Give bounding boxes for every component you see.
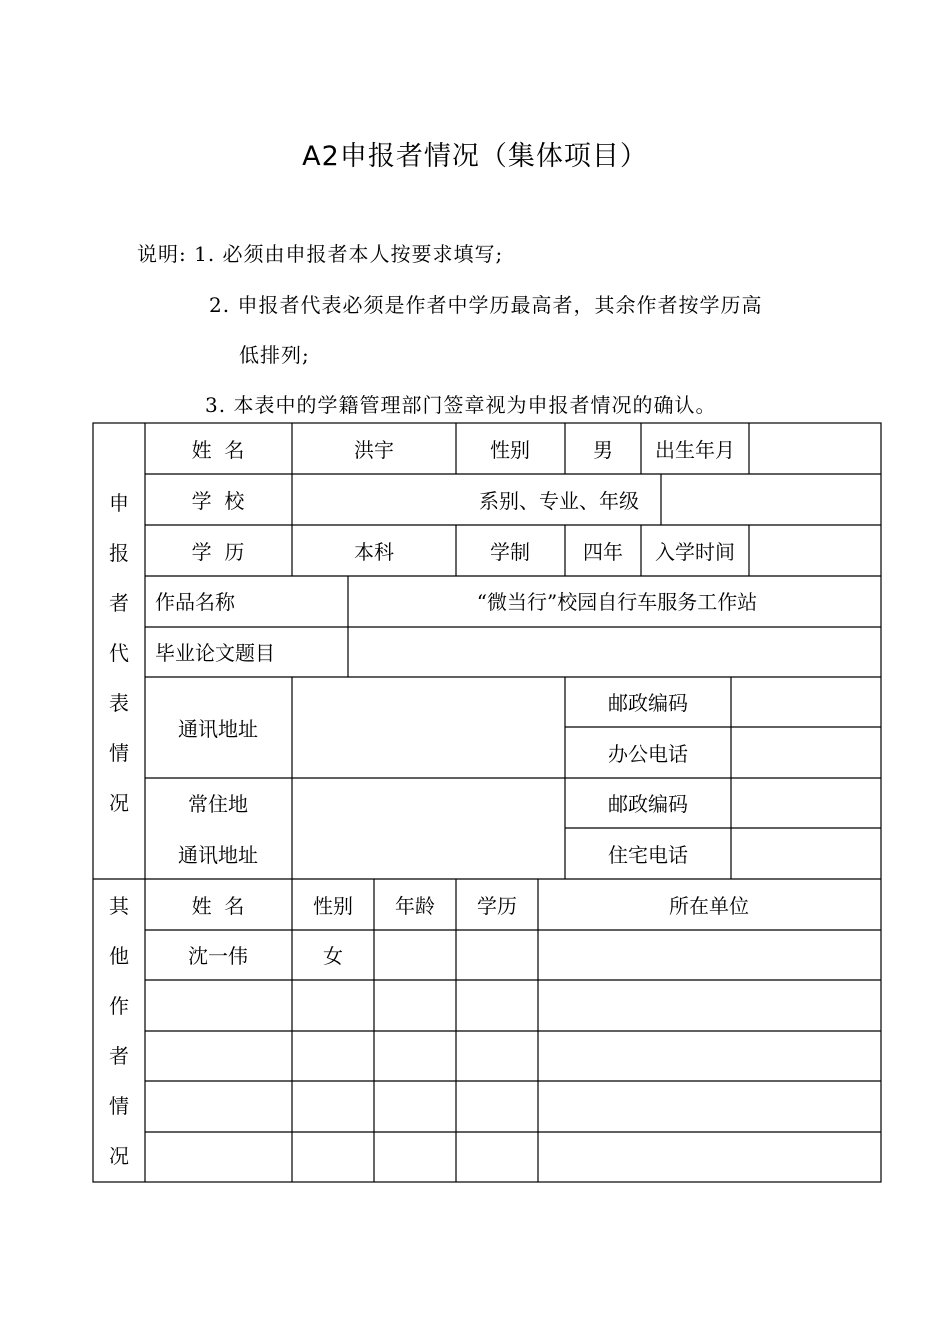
rep-section-char: 者 xyxy=(109,591,129,615)
note-line-3: 低排列; xyxy=(239,343,310,367)
note-line-2: 2. 申报者代表必须是作者中学历最高者，其余作者按学历高 xyxy=(209,293,763,317)
note-line-1: 说明: 1. 必须由申报者本人按要求填写; xyxy=(137,242,504,266)
rep-section-char: 申 xyxy=(109,491,129,515)
page-title: A2申报者情况（集体项目） xyxy=(302,141,648,172)
home-address-label: 常住地 xyxy=(188,792,248,816)
office-phone-label: 办公电话 xyxy=(608,742,688,766)
home-address-label: 通讯地址 xyxy=(178,843,258,867)
address-label: 通讯地址 xyxy=(178,717,258,741)
others-section-char: 情 xyxy=(109,1094,129,1118)
column-header: 年龄 xyxy=(395,894,435,918)
rep-section-char: 代 xyxy=(109,641,129,665)
degree-value[interactable]: 本科 xyxy=(354,540,394,564)
gender-value[interactable]: 男 xyxy=(593,438,613,462)
author-name[interactable]: 沈一伟 xyxy=(188,944,248,968)
column-header: 姓 名 xyxy=(191,894,245,918)
rep-section-char: 表 xyxy=(109,691,129,715)
rep-section-char: 情 xyxy=(109,741,129,765)
column-header: 学历 xyxy=(477,894,517,918)
thesis-label: 毕业论文题目 xyxy=(155,641,275,665)
gender-label: 性别 xyxy=(490,438,530,462)
name-label: 姓 名 xyxy=(191,438,245,462)
postcode-label: 邮政编码 xyxy=(608,792,688,816)
others-section-char: 其 xyxy=(109,894,129,918)
others-section-char: 况 xyxy=(109,1144,129,1168)
birth-label: 出生年月 xyxy=(655,438,735,462)
home-phone-label: 住宅电话 xyxy=(608,843,688,867)
note-line-4: 3. 本表中的学籍管理部门签章视为申报者情况的确认。 xyxy=(205,393,717,417)
degree-label: 学 历 xyxy=(191,540,245,564)
column-header: 性别 xyxy=(313,894,353,918)
duration-label: 学制 xyxy=(490,540,530,564)
rep-section-char: 报 xyxy=(109,541,129,565)
others-section-char: 他 xyxy=(109,944,129,968)
postcode-label: 邮政编码 xyxy=(608,691,688,715)
school-label: 学 校 xyxy=(191,489,245,513)
work-name-label: 作品名称 xyxy=(155,590,235,614)
dept-label: 系别、专业、年级 xyxy=(479,489,639,513)
work-name-value[interactable]: “微当行”校园自行车服务工作站 xyxy=(476,590,758,614)
table-row xyxy=(188,944,343,968)
duration-value[interactable]: 四年 xyxy=(583,540,623,564)
enroll-label: 入学时间 xyxy=(655,540,735,564)
name-value[interactable]: 洪宇 xyxy=(354,438,394,462)
others-section-char: 者 xyxy=(109,1044,129,1068)
rep-section-char: 况 xyxy=(109,791,129,815)
others-section-char: 作 xyxy=(109,994,129,1018)
author-gender[interactable]: 女 xyxy=(323,944,343,968)
column-header: 所在单位 xyxy=(669,894,749,918)
